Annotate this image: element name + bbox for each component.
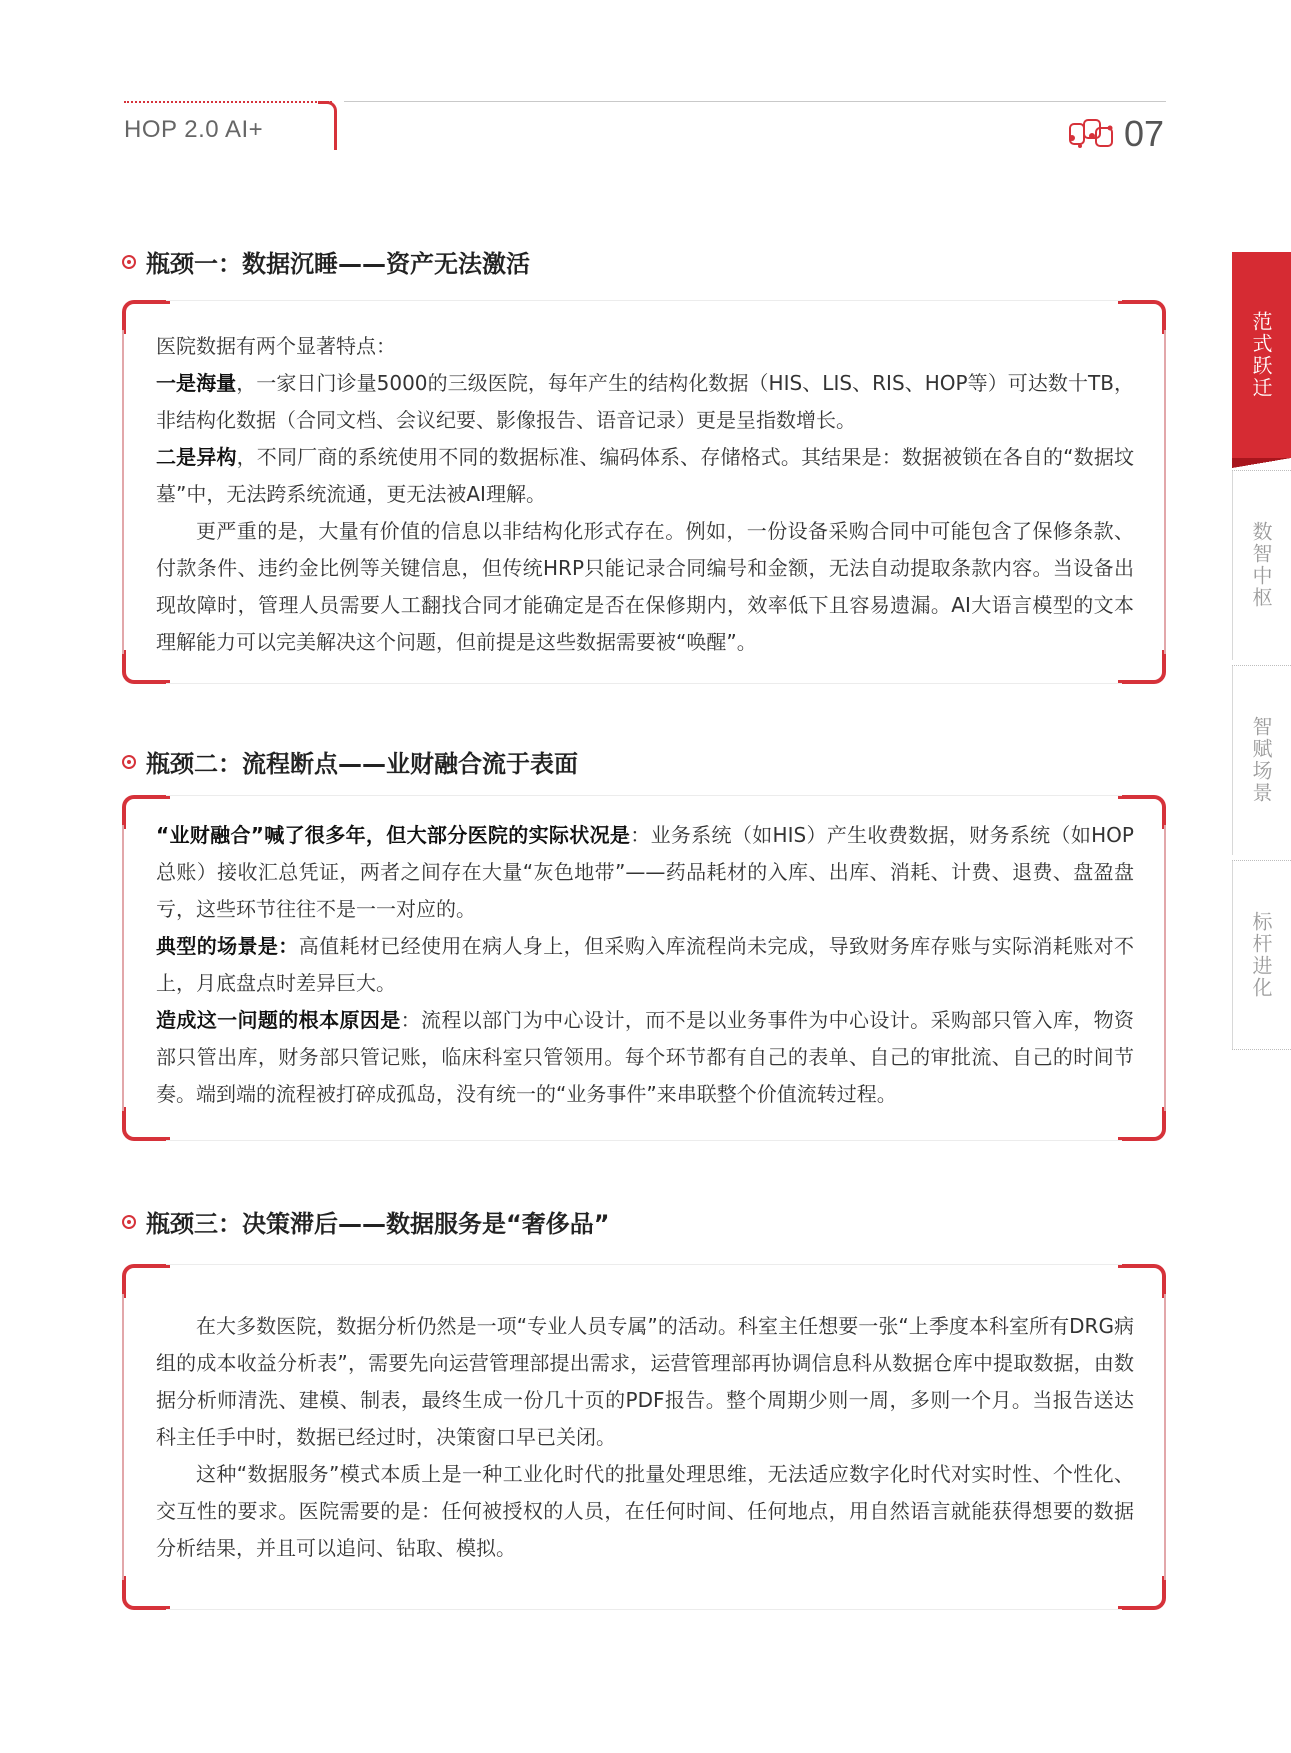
tab-divider bbox=[1232, 860, 1291, 861]
page-number: 07 bbox=[1124, 113, 1165, 154]
content-box-1 bbox=[122, 300, 1166, 684]
header-title: HOP 2.0 AI+ bbox=[124, 116, 264, 143]
side-tab-label: 数智中枢 bbox=[1249, 521, 1273, 609]
side-tab-paradigm[interactable] bbox=[1232, 252, 1291, 458]
side-tab-label: 标杆进化 bbox=[1249, 911, 1273, 999]
side-tab-data-hub[interactable] bbox=[1232, 470, 1291, 660]
paragraph: 更严重的是，大量有价值的信息以非结构化形式存在。例如，一份设备采购合同中可能包含了保修条款、付款条件、违约金比例等关键信息，但传统HRP只能记录合同编号和金额，无法自动提取条款内容。当设备出现故障时，管理人员需要人工翻找合同才能确定是否在保修期内，效率低下且容易遗漏。AI大语言模型的文本理解能力可以完美解决这个问题，但前提是这些数据需要被“唤醒”。 bbox=[156, 519, 1134, 654]
tab-frame bbox=[1232, 860, 1291, 1050]
side-tab-label: 智赋场景 bbox=[1249, 716, 1273, 804]
paragraph-text: 高值耗材已经使用在病人身上，但采购入库流程尚未完成，导致财务库存账与实际消耗账对不上，月底盘点时差异巨大。 bbox=[156, 934, 1135, 995]
content-box-2 bbox=[122, 795, 1166, 1141]
paragraph bbox=[156, 928, 1134, 1002]
tab-divider bbox=[1232, 665, 1291, 666]
section-title: 瓶颈一：数据沉睡——资产无法激活 bbox=[146, 250, 530, 278]
side-tab-benchmark[interactable] bbox=[1232, 860, 1291, 1050]
section-title: 瓶颈二：流程断点——业财融合流于表面 bbox=[146, 750, 578, 778]
tab-frame bbox=[1232, 665, 1291, 855]
side-tab-label: 范式跃迁 bbox=[1249, 311, 1273, 399]
section-heading-2 bbox=[122, 744, 578, 779]
paragraph bbox=[156, 817, 1134, 928]
paragraph: 在大多数医院，数据分析仍然是一项“专业人员专属”的活动。科室主任想要一张“上季度本科室所有DRG病组的成本收益分析表”，需要先向运营管理部提出需求，运营管理部再协调信息科从数据仓库中提取数据，由数据分析师清洗、建模、制表，最终生成一份几十页的PDF报告。整个周期少则一周，多则一个月。当报告送达科主任手中时，数据已经过时，决策窗口早已关闭。 bbox=[156, 1314, 1134, 1449]
tab-divider bbox=[1232, 1049, 1291, 1050]
paragraph bbox=[156, 439, 1134, 513]
target-bullet-icon bbox=[122, 255, 136, 269]
emphasis: 二是异构 bbox=[156, 445, 237, 469]
emphasis: 典型的场景是： bbox=[156, 934, 299, 958]
brand-logo-icon bbox=[1066, 116, 1118, 152]
section-heading-1 bbox=[122, 244, 530, 279]
emphasis: “业财融合”喊了很多年，但大部分医院的实际状况是 bbox=[156, 823, 631, 847]
header-rule bbox=[344, 101, 1166, 102]
content-box-3 bbox=[122, 1264, 1166, 1610]
section-heading-3 bbox=[122, 1204, 610, 1239]
tab-divider bbox=[1232, 470, 1291, 471]
side-tab-scenarios[interactable] bbox=[1232, 665, 1291, 855]
paragraph-text: ，一家日门诊量5000的三级医院，每年产生的结构化数据（HIS、LIS、RIS、HOP等）可达数十TB，非结构化数据（合同文档、会议纪要、影像报告、语音记录）更是呈指数增长。 bbox=[156, 371, 1134, 432]
paragraph: 这种“数据服务”模式本质上是一种工业化时代的批量处理思维，无法适应数字化时代对实时性、个性化、交互性的要求。医院需要的是：任何被授权的人员，在任何时间、任何地点，用自然语言就能获得想要的数据分析结果，并且可以追问、钻取、模拟。 bbox=[156, 1462, 1134, 1560]
paragraph-text: ：流程以部门为中心设计，而不是以业务事件为中心设计。采购部只管入库，物资部只管出库，财务部只管记账，临床科室只管领用。每个环节都有自己的表单、自己的审批流、自己的时间节奏。端到端的流程被打碎成孤岛，没有统一的“业务事件”来串联整个价值流转过程。 bbox=[156, 1008, 1135, 1106]
header-bracket-dots bbox=[334, 121, 336, 147]
target-bullet-icon bbox=[122, 755, 136, 769]
target-bullet-icon bbox=[122, 1215, 136, 1229]
paragraph-text: ，不同厂商的系统使用不同的数据标准、编码体系、存储格式。其结果是：数据被锁在各自的“数据坟墓”中，无法跨系统流通，更无法被AI理解。 bbox=[156, 445, 1134, 506]
paragraph: 医院数据有两个显著特点： bbox=[156, 334, 396, 358]
tab-frame bbox=[1232, 470, 1291, 660]
paragraph bbox=[156, 1002, 1134, 1113]
emphasis: 一是海量 bbox=[156, 371, 237, 395]
emphasis: 造成这一问题的根本原因是 bbox=[156, 1008, 401, 1032]
header-dotted-rule bbox=[124, 101, 332, 103]
paragraph-text: ：业务系统（如HIS）产生收费数据，财务系统（如HOP总账）接收汇总凭证，两者之间存在大量“灰色地带”——药品耗材的入库、出库、消耗、计费、退费、盘盈盘亏，这些环节往往不是一一对应的。 bbox=[156, 823, 1134, 921]
section-title: 瓶颈三：决策滞后——数据服务是“奢侈品” bbox=[146, 1210, 610, 1238]
paragraph bbox=[156, 365, 1134, 439]
